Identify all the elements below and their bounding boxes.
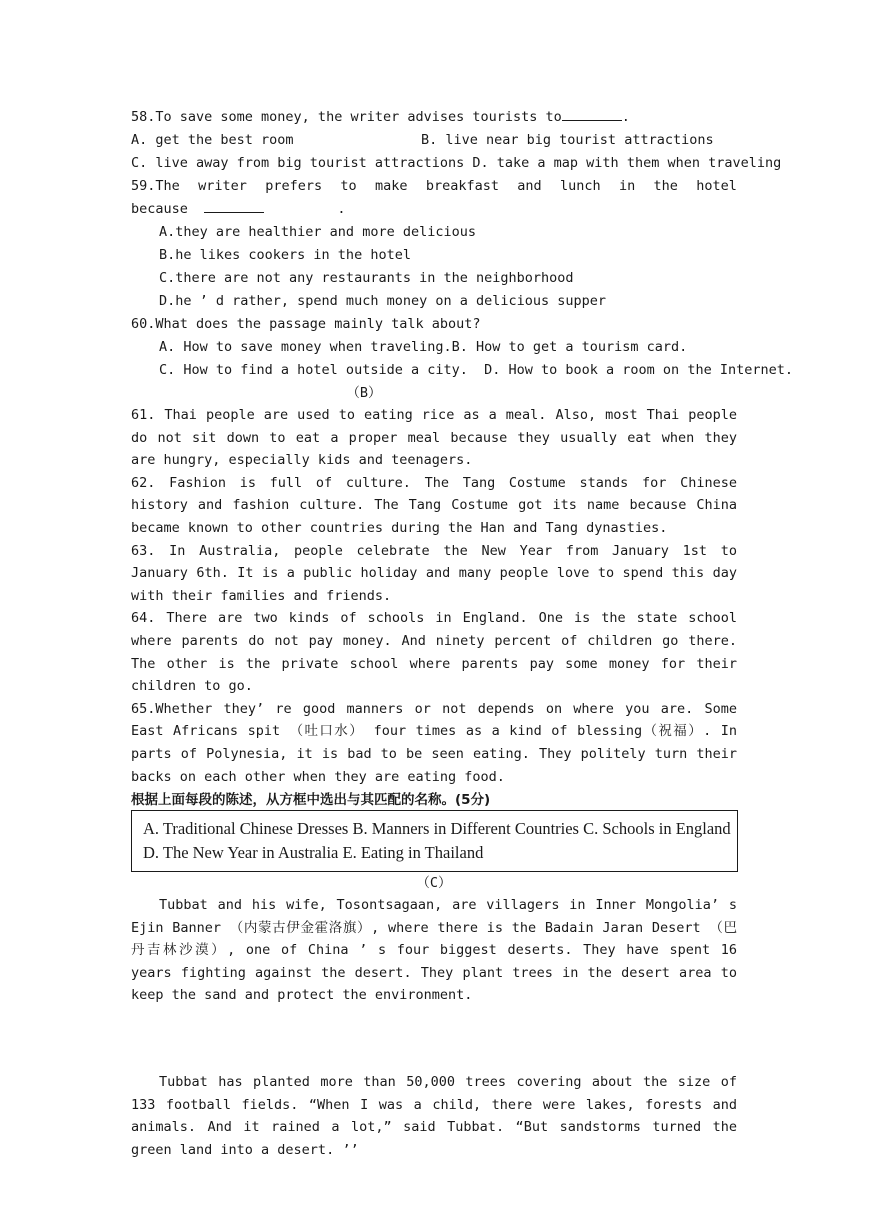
- option-c: C.there are not any restaurants in the neighborhood: [159, 270, 574, 286]
- option-b: B. How to get a tourism card.: [451, 339, 688, 355]
- option-b: B. live near big tourist attractions: [421, 132, 714, 148]
- paragraph-63: 63. In Australia, people celebrate the New Year from January 1st to January 6th. It is a public holiday and many people love to spend this day with their families and friends.: [131, 542, 737, 604]
- question-58-stem: [131, 106, 737, 129]
- stem-word: hotel: [696, 178, 737, 194]
- section-b-label: （B）: [346, 385, 382, 401]
- option-a: A. How to save money when traveling.: [159, 339, 452, 355]
- question-60-options-row-1: [131, 336, 737, 359]
- paragraph-c-1: Tubbat and his wife, Tosontsagaan, are villagers in Inner Mongolia’ s Ejin Banner （内蒙古伊金霍洛旗）, where there is the Badain Jaran Desert （巴丹吉林沙漠）, one of China ’ s four biggest deserts. They have spent 16 years fighting against the desert. They plant trees in the desert area to keep the sand and protect the environment.: [131, 897, 737, 1004]
- stem-word: writer: [198, 178, 247, 194]
- stem-word: 59.The: [131, 178, 180, 194]
- question-58-options-row-2: [131, 152, 782, 175]
- stem-word: and: [517, 178, 542, 194]
- paragraph-64: 64. There are two kinds of schools in England. One is the state school where parents do not pay money. And ninety percent of children go there. The other is the private school where parents pay some money for their children to go.: [131, 610, 737, 695]
- question-60-stem: 60.What does the passage mainly talk about?: [131, 316, 481, 332]
- stem-word: make: [374, 178, 408, 194]
- option-c: C. live away from big tourist attractions: [131, 155, 465, 171]
- answer-choices-box: A. Traditional Chinese Dresses B. Manners in Different Countries C. Schools in England D. The New Year in Australia E. Eating in Thailand: [131, 810, 738, 872]
- question-60-options-row-2: [131, 359, 793, 382]
- option-d: D. How to book a room on the Internet.: [484, 362, 793, 378]
- option-a: A. get the best room: [131, 132, 294, 148]
- answer-blank: [204, 198, 264, 213]
- option-b: B.he likes cookers in the hotel: [159, 247, 411, 263]
- stem-word: prefers: [265, 178, 323, 194]
- option-c: C. How to find a hotel outside a city.: [159, 362, 468, 378]
- answer-blank: [562, 106, 622, 121]
- stem-word: the: [653, 178, 678, 194]
- stem-text: because: [131, 201, 188, 217]
- paragraph-62: 62. Fashion is full of culture. The Tang Costume stands for Chinese history and fashion culture. The Tang Costume got its name because China became known to other countries during the Han and Tang dynasties.: [131, 474, 737, 536]
- matching-instruction: 根据上面每段的陈述，从方框中选出与其匹配的名称。(5分): [131, 792, 491, 809]
- option-a: A.they are healthier and more delicious: [159, 224, 476, 240]
- question-59-stem: [131, 175, 737, 198]
- question-58-options-row-1: [131, 129, 737, 152]
- question-59-stem-line-2: [131, 198, 737, 221]
- stem-word: to: [340, 178, 357, 194]
- option-d: D.he ’ d rather, spend much money on a delicious supper: [159, 293, 607, 309]
- stem-end: .: [621, 109, 630, 125]
- option-d: D. take a map with them when traveling: [472, 155, 782, 171]
- stem-end: .: [337, 201, 346, 217]
- paragraph-61: 61. Thai people are used to eating rice as a meal. Also, most Thai people do not sit down to eat a proper meal because they usually eat when they are hungry, especially kids and teenagers.: [131, 407, 737, 469]
- stem-word: lunch: [559, 178, 601, 194]
- stem-word: in: [618, 178, 636, 194]
- paragraph-65: 65.Whether they’ re good manners or not depends on where you are. Some East Africans spit （吐口水） four times as a kind of blessing（祝福）. In parts of Polynesia, it is bad to be seen eating. They politely turn their backs on each other when they are eating food.: [131, 700, 737, 785]
- exam-page: [131, 106, 793, 1161]
- stem-word: breakfast: [425, 178, 499, 194]
- section-c-label: （C）: [416, 875, 452, 892]
- paragraph-c-2: Tubbat has planted more than 50,000 trees covering about the size of 133 football fields. “When I was a child, there were lakes, forests and animals. And it rained a lot,” said Tubbat. “But sandstorms turned the green land into a desert. ’’: [131, 1074, 737, 1158]
- question-stem-text: 58.To save some money, the writer advises tourists to: [131, 109, 562, 125]
- spacer: [131, 1007, 737, 1071]
